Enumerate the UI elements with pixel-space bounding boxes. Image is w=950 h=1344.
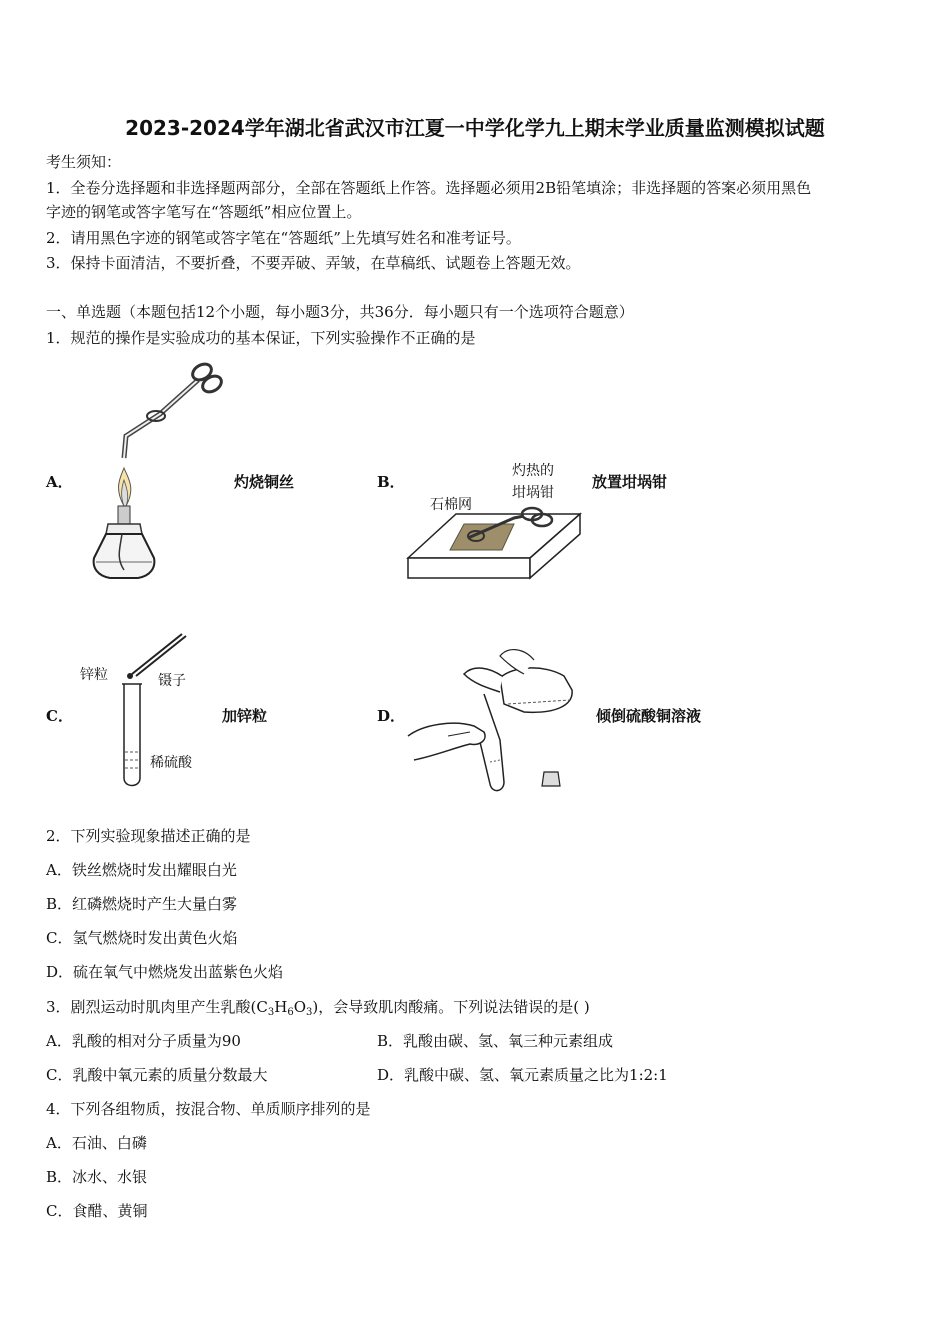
pouring-figure: [404, 644, 580, 796]
alcohol-lamp-figure: [86, 358, 226, 582]
notice-item: 字迹的钢笔或答字笔写在“答题纸”相应位置上。: [46, 203, 362, 221]
label-zinc: 锌粒: [80, 667, 108, 683]
label-hot: 灼热的: [512, 463, 554, 479]
q2-option: B．红磷燃烧时产生大量白雾: [46, 895, 238, 913]
q2-option: C．氢气燃烧时发出黄色火焰: [46, 929, 238, 947]
option-b-caption: 放置坩埚钳: [592, 473, 668, 491]
notice-heading: 考生须知：: [46, 153, 122, 171]
q3-option: A．乳酸的相对分子质量为90: [46, 1032, 241, 1050]
q3-option: B．乳酸由碳、氢、氧三种元素组成: [377, 1032, 614, 1050]
q4-option: B．冰水、水银: [46, 1168, 148, 1186]
q4-option: A．石油、白磷: [46, 1134, 147, 1152]
q4-option: C．食醋、黄铜: [46, 1202, 148, 1220]
crucible-tongs-figure: [404, 458, 584, 582]
notice-item: 2．请用黑色字迹的钢笔或答字笔在“答题纸”上先填写姓名和准考证号。: [46, 229, 521, 247]
option-d-letter: D．: [377, 707, 406, 725]
q2-option: D．硫在氧气中燃烧发出蓝紫色火焰: [46, 963, 284, 981]
question-4-stem: 4．下列各组物质，按混合物、单质顺序排列的是: [46, 1100, 371, 1118]
q3-option: C．乳酸中氧元素的质量分数最大: [46, 1066, 268, 1084]
q3-option: D．乳酸中碳、氢、氧元素质量之比为1:2:1: [377, 1066, 668, 1084]
question-1-stem: 1．规范的操作是实验成功的基本保证，下列实验操作不正确的是: [46, 329, 476, 347]
question-2-stem: 2．下列实验现象描述正确的是: [46, 827, 251, 845]
q2-option: A．铁丝燃烧时发出耀眼白光: [46, 861, 237, 879]
option-c-letter: C．: [46, 707, 73, 725]
label-crucible-tongs: 坩埚钳: [512, 485, 554, 501]
section-heading: 一、单选题（本题包括12个小题，每小题3分，共36分．每小题只有一个选项符合题意）: [46, 303, 634, 321]
notice-item: 1．全卷分选择题和非选择题两部分，全部在答题纸上作答。选择题必须用2B铅笔填涂；非选择题的答案必须用黑色: [46, 179, 812, 197]
option-a-caption: 灼烧铜丝: [234, 473, 295, 491]
page-title: 2023-2024学年湖北省武汉市江夏一中学化学九上期末学业质量监测模拟试题: [125, 116, 825, 140]
option-b-letter: B．: [377, 473, 405, 491]
label-asbestos-net: 石棉网: [430, 497, 472, 513]
option-a-letter: A．: [46, 473, 73, 491]
label-dilute-acid: 稀硫酸: [150, 755, 192, 771]
option-d-caption: 倾倒硫酸铜溶液: [596, 707, 702, 725]
label-tweezers: 镊子: [158, 673, 186, 689]
question-3-stem: 3．剧烈运动时肌肉里产生乳酸$(C_3H_6O_3)$，会导致肌肉酸痛。下列说法错误的是( ): [46, 998, 590, 1018]
option-c-caption: 加锌粒: [222, 707, 268, 725]
notice-item: 3．保持卡面清洁，不要折叠，不要弄破、弄皱，在草稿纸、试题卷上答题无效。: [46, 254, 581, 272]
